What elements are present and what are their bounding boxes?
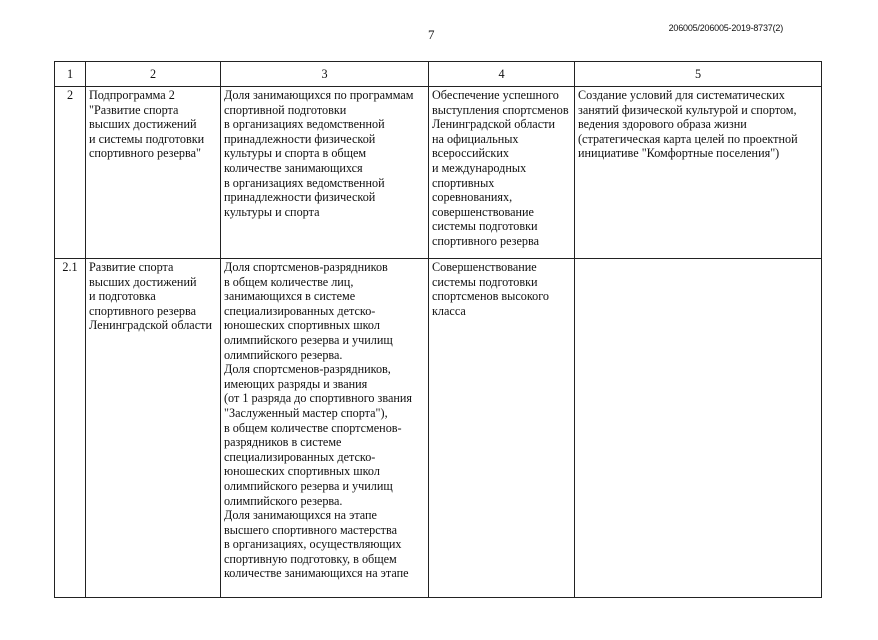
subprogram-name-cell	[86, 259, 221, 598]
cell-text-line: количестве занимающихся	[224, 160, 363, 175]
cell-text-line: занятий физической культурой и спортом,	[578, 102, 797, 117]
cell-text-line: совершенствование	[432, 204, 534, 219]
cell-text-line: системы подготовки	[432, 219, 538, 234]
cell-text-line: высших достижений	[89, 117, 197, 132]
cell-text-line: инициативе "Комфортные поселения")	[578, 146, 780, 161]
cell-text-line: спортивных	[432, 175, 495, 190]
cell-text-line: специализированных детско-	[224, 303, 376, 318]
cell-text-line: олимпийского резерва.	[224, 493, 343, 508]
cell-text-line: спортсменов высокого	[432, 289, 550, 304]
header-cell: 2	[86, 62, 221, 87]
subprogram-name-cell	[86, 87, 221, 259]
cell-text-line: Подпрограмма 2	[89, 88, 175, 102]
cell-text-line: "Заслуженный мастер спорта"),	[224, 405, 388, 420]
cell-text-line: Обеспечение успешного	[432, 88, 559, 102]
cell-text-line: культуры и спорта в общем	[224, 146, 367, 161]
cell-text-line: спортивного резерва	[89, 303, 196, 318]
cell-text-line: в общем количестве спортсменов-	[224, 420, 402, 435]
cell-text-line: олимпийского резерва и училищ	[224, 332, 393, 347]
header-cell: 5	[575, 62, 822, 87]
cell-text-line: разрядников в системе	[224, 435, 342, 450]
strategic-goal-cell	[575, 87, 822, 259]
row-number: 2	[55, 87, 86, 259]
cell-text-line: занимающихся в системе	[224, 289, 356, 304]
cell-text-line: культуры и спорта	[224, 204, 320, 219]
cell-text-line: системы подготовки	[432, 274, 538, 289]
cell-text-line: спортивного резерва"	[89, 146, 201, 161]
cell-text-line: олимпийского резерва и училищ	[224, 478, 393, 493]
cell-text-line: специализированных детско-	[224, 449, 376, 464]
cell-text-line: принадлежности физической	[224, 131, 376, 146]
indicator-cell	[221, 87, 429, 259]
header-cell: 1	[55, 62, 86, 87]
cell-text-line: на официальных	[432, 131, 519, 146]
cell-text-line: всероссийских	[432, 146, 509, 161]
cell-text-line: Доля занимающихся по программам	[224, 88, 414, 102]
cell-text-line: в организациях ведомственной	[224, 117, 385, 132]
cell-text-line: количестве занимающихся на этапе	[224, 566, 409, 581]
cell-text-line: спортивной подготовки	[224, 102, 347, 117]
header-cell: 3	[221, 62, 429, 87]
cell-text-line: выступления спортсменов	[432, 102, 569, 117]
cell-text-line: и системы подготовки	[89, 131, 205, 146]
cell-text-line: спортивного резерва	[432, 233, 539, 248]
document-id: 206005/206005-2019-8737(2)	[668, 23, 783, 33]
cell-text-line: класса	[432, 303, 466, 318]
page-number: 7	[428, 27, 435, 42]
cell-text-line: и международных	[432, 160, 527, 175]
cell-text-line: принадлежности физической	[224, 190, 376, 205]
cell-text-line: Создание условий для систематических	[578, 88, 785, 102]
cell-text-line: спортивную подготовку, в общем	[224, 551, 397, 566]
cell-text-line: "Развитие спорта	[89, 102, 179, 117]
cell-text-line: Совершенствование	[432, 260, 537, 274]
cell-text-line: Ленинградской области	[89, 318, 212, 333]
table-row	[55, 259, 822, 598]
cell-text-line: олимпийского резерва.	[224, 347, 343, 362]
cell-text-line: Доля спортсменов-разрядников,	[224, 362, 391, 377]
indicator-cell	[221, 259, 429, 598]
table-row	[55, 87, 822, 259]
cell-text-line: имеющих разряды и звания	[224, 376, 368, 391]
goal-cell	[429, 87, 575, 259]
row-number: 2.1	[55, 259, 86, 598]
header-cell: 4	[429, 62, 575, 87]
cell-text-line: (от 1 разряда до спортивного звания	[224, 391, 413, 406]
cell-text-line: в общем количестве лиц,	[224, 274, 354, 289]
cell-text-line: высших достижений	[89, 274, 197, 289]
cell-text-line: и подготовка	[89, 289, 156, 304]
cell-text-line: высшего спортивного мастерства	[224, 522, 398, 537]
cell-text-line: в организациях, осуществляющих	[224, 537, 402, 552]
cell-text-line: (стратегическая карта целей по проектной	[578, 131, 798, 146]
cell-text-line: Доля занимающихся на этапе	[224, 508, 377, 523]
program-table	[54, 61, 822, 598]
cell-text-line: юношеских спортивных школ	[224, 464, 380, 479]
goal-cell	[429, 259, 575, 598]
cell-text-line: в организациях ведомственной	[224, 175, 385, 190]
strategic-goal-cell	[575, 259, 822, 598]
table-header-row	[55, 62, 822, 87]
cell-text-line: юношеских спортивных школ	[224, 318, 380, 333]
cell-text-line: Развитие спорта	[89, 260, 174, 274]
cell-text-line: соревнованиях,	[432, 190, 513, 205]
cell-text-line: ведения здорового образа жизни	[578, 117, 747, 132]
cell-text-line: Доля спортсменов-разрядников	[224, 260, 388, 274]
cell-text-line: Ленинградской области	[432, 117, 555, 132]
